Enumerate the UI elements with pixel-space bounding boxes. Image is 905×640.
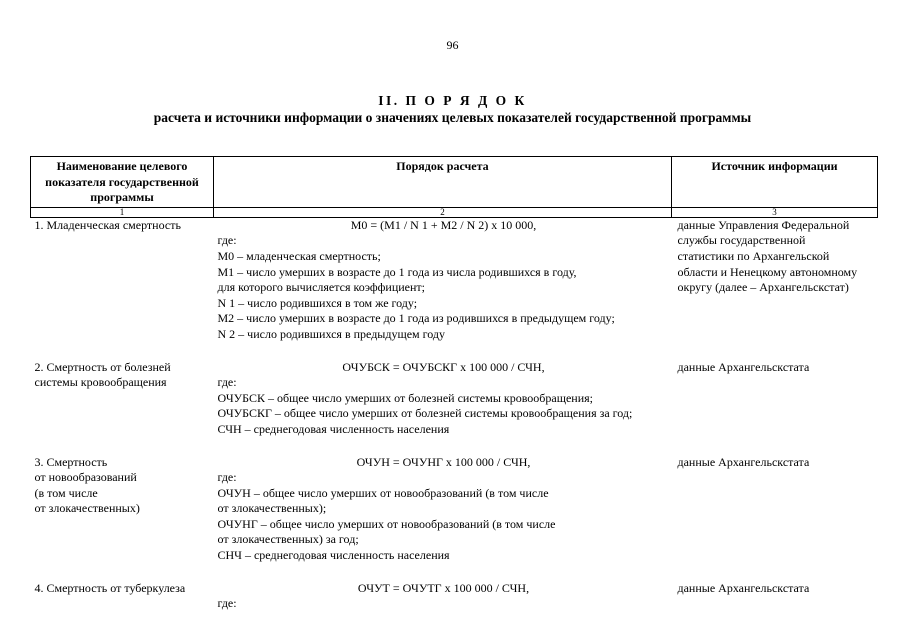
table-row bbox=[31, 455, 878, 564]
column-number: 3 bbox=[672, 207, 878, 217]
indicator-name-cell bbox=[31, 455, 214, 564]
row-spacer bbox=[31, 564, 878, 581]
calculation-cell bbox=[214, 581, 672, 612]
source-line: данные Архангельскстата bbox=[677, 359, 810, 374]
header-indicator-name: Наименование целевого показателя государственной программы bbox=[31, 157, 214, 208]
indicator-name-cell bbox=[31, 217, 214, 342]
formula-explanation-line: ОЧУН – общее число умерших от новообразований (в том числе bbox=[217, 485, 549, 500]
heading-subtitle: расчета и источники информации о значениях целевых показателей государственной программы bbox=[153, 110, 752, 125]
column-number: 2 bbox=[214, 207, 672, 217]
heading-title: II. П О Р Я Д О К bbox=[378, 93, 527, 108]
formula-explanation-line: от злокачественных) за год; bbox=[217, 532, 359, 547]
source-cell bbox=[672, 360, 878, 438]
formula-explanation-line: N 2 – число родившихся в предыдущем году bbox=[217, 326, 446, 341]
table-header-row bbox=[31, 157, 878, 208]
table-row bbox=[31, 360, 878, 438]
formula-explanation-line: где: bbox=[217, 596, 237, 611]
formula-explanation-line: ОЧУНГ – общее число умерших от новообразований (в том числе bbox=[217, 516, 556, 531]
row-spacer bbox=[31, 343, 878, 360]
column-number: 1 bbox=[31, 207, 214, 217]
formula-explanation-line: где: bbox=[217, 375, 237, 390]
source-line: статистики по Архангельской bbox=[677, 248, 830, 263]
calculation-cell bbox=[214, 455, 672, 564]
column-number-row bbox=[31, 207, 878, 217]
formula-explanation-line: для которого вычисляется коэффициент; bbox=[217, 280, 425, 295]
table-row bbox=[31, 217, 878, 342]
indicator-name-line: 4. Смертность от туберкулеза bbox=[34, 580, 186, 595]
indicator-name-line: 3. Смертность bbox=[34, 454, 108, 469]
formula-explanation-line: N 1 – число родившихся в том же году; bbox=[217, 295, 418, 310]
formula: М0 = (М1 / N 1 + М2 / N 2) х 10 000, bbox=[350, 217, 537, 232]
row-spacer-cell bbox=[31, 343, 878, 360]
formula-explanation-line: от злокачественных); bbox=[217, 501, 327, 516]
indicator-name-cell bbox=[31, 360, 214, 438]
formula-explanation-line: где: bbox=[217, 470, 237, 485]
source-cell bbox=[672, 581, 878, 612]
indicator-name-line: от новообразований bbox=[34, 470, 137, 485]
indicator-name-line: 1. Младенческая смертность bbox=[34, 217, 181, 232]
source-cell bbox=[672, 455, 878, 564]
header-calculation: Порядок расчета bbox=[214, 157, 672, 208]
table-row bbox=[31, 581, 878, 612]
row-spacer-cell bbox=[31, 564, 878, 581]
formula: ОЧУБСК = ОЧУБСКГ х 100 000 / СЧН, bbox=[342, 359, 545, 374]
document-heading bbox=[0, 92, 905, 126]
header-source: Источник информации bbox=[672, 157, 878, 208]
source-cell bbox=[672, 217, 878, 342]
indicator-name-line: 2. Смертность от болезней bbox=[34, 359, 171, 374]
formula: ОЧУН = ОЧУНГ х 100 000 / СЧН, bbox=[356, 454, 531, 469]
formula-explanation-line: где: bbox=[217, 233, 237, 248]
source-line: службы государственной bbox=[677, 233, 806, 248]
row-spacer-cell bbox=[31, 438, 878, 455]
formula-explanation-line: СНЧ – среднегодовая численность населения bbox=[217, 548, 450, 563]
source-line: области и Ненецкому автономному bbox=[677, 264, 858, 279]
row-spacer bbox=[31, 438, 878, 455]
formula-explanation-line: ОЧУБСК – общее число умерших от болезней системы кровообращения; bbox=[217, 390, 593, 405]
page-number: 96 bbox=[446, 38, 459, 52]
calculation-cell bbox=[214, 217, 672, 342]
formula-explanation-line: М2 – число умерших в возрасте до 1 года из родившихся в предыдущем году; bbox=[217, 311, 615, 326]
formula-explanation-line: М1 – число умерших в возрасте до 1 года из числа родившихся в году, bbox=[217, 264, 577, 279]
calculation-cell bbox=[214, 360, 672, 438]
formula-explanation-line: М0 – младенческая смертность; bbox=[217, 248, 381, 263]
source-line: данные Архангельскстата bbox=[677, 454, 810, 469]
source-line: округу (далее – Архангельскстат) bbox=[677, 280, 849, 295]
formula-explanation-line: ОЧУБСКГ – общее число умерших от болезней системы кровообращения за год; bbox=[217, 406, 633, 421]
source-line: данные Управления Федеральной bbox=[677, 217, 850, 232]
formula-explanation-line: СЧН – среднегодовая численность населения bbox=[217, 421, 450, 436]
source-line: данные Архангельскстата bbox=[677, 580, 810, 595]
table-body bbox=[31, 217, 878, 612]
formula: ОЧУТ = ОЧУТГ х 100 000 / СЧН, bbox=[357, 580, 530, 595]
indicator-name-line: (в том числе bbox=[34, 485, 98, 500]
indicator-name-line: от злокачественных) bbox=[34, 501, 140, 516]
indicator-name-line: системы кровообращения bbox=[34, 375, 167, 390]
indicators-table bbox=[30, 156, 878, 612]
indicator-name-cell bbox=[31, 581, 214, 612]
